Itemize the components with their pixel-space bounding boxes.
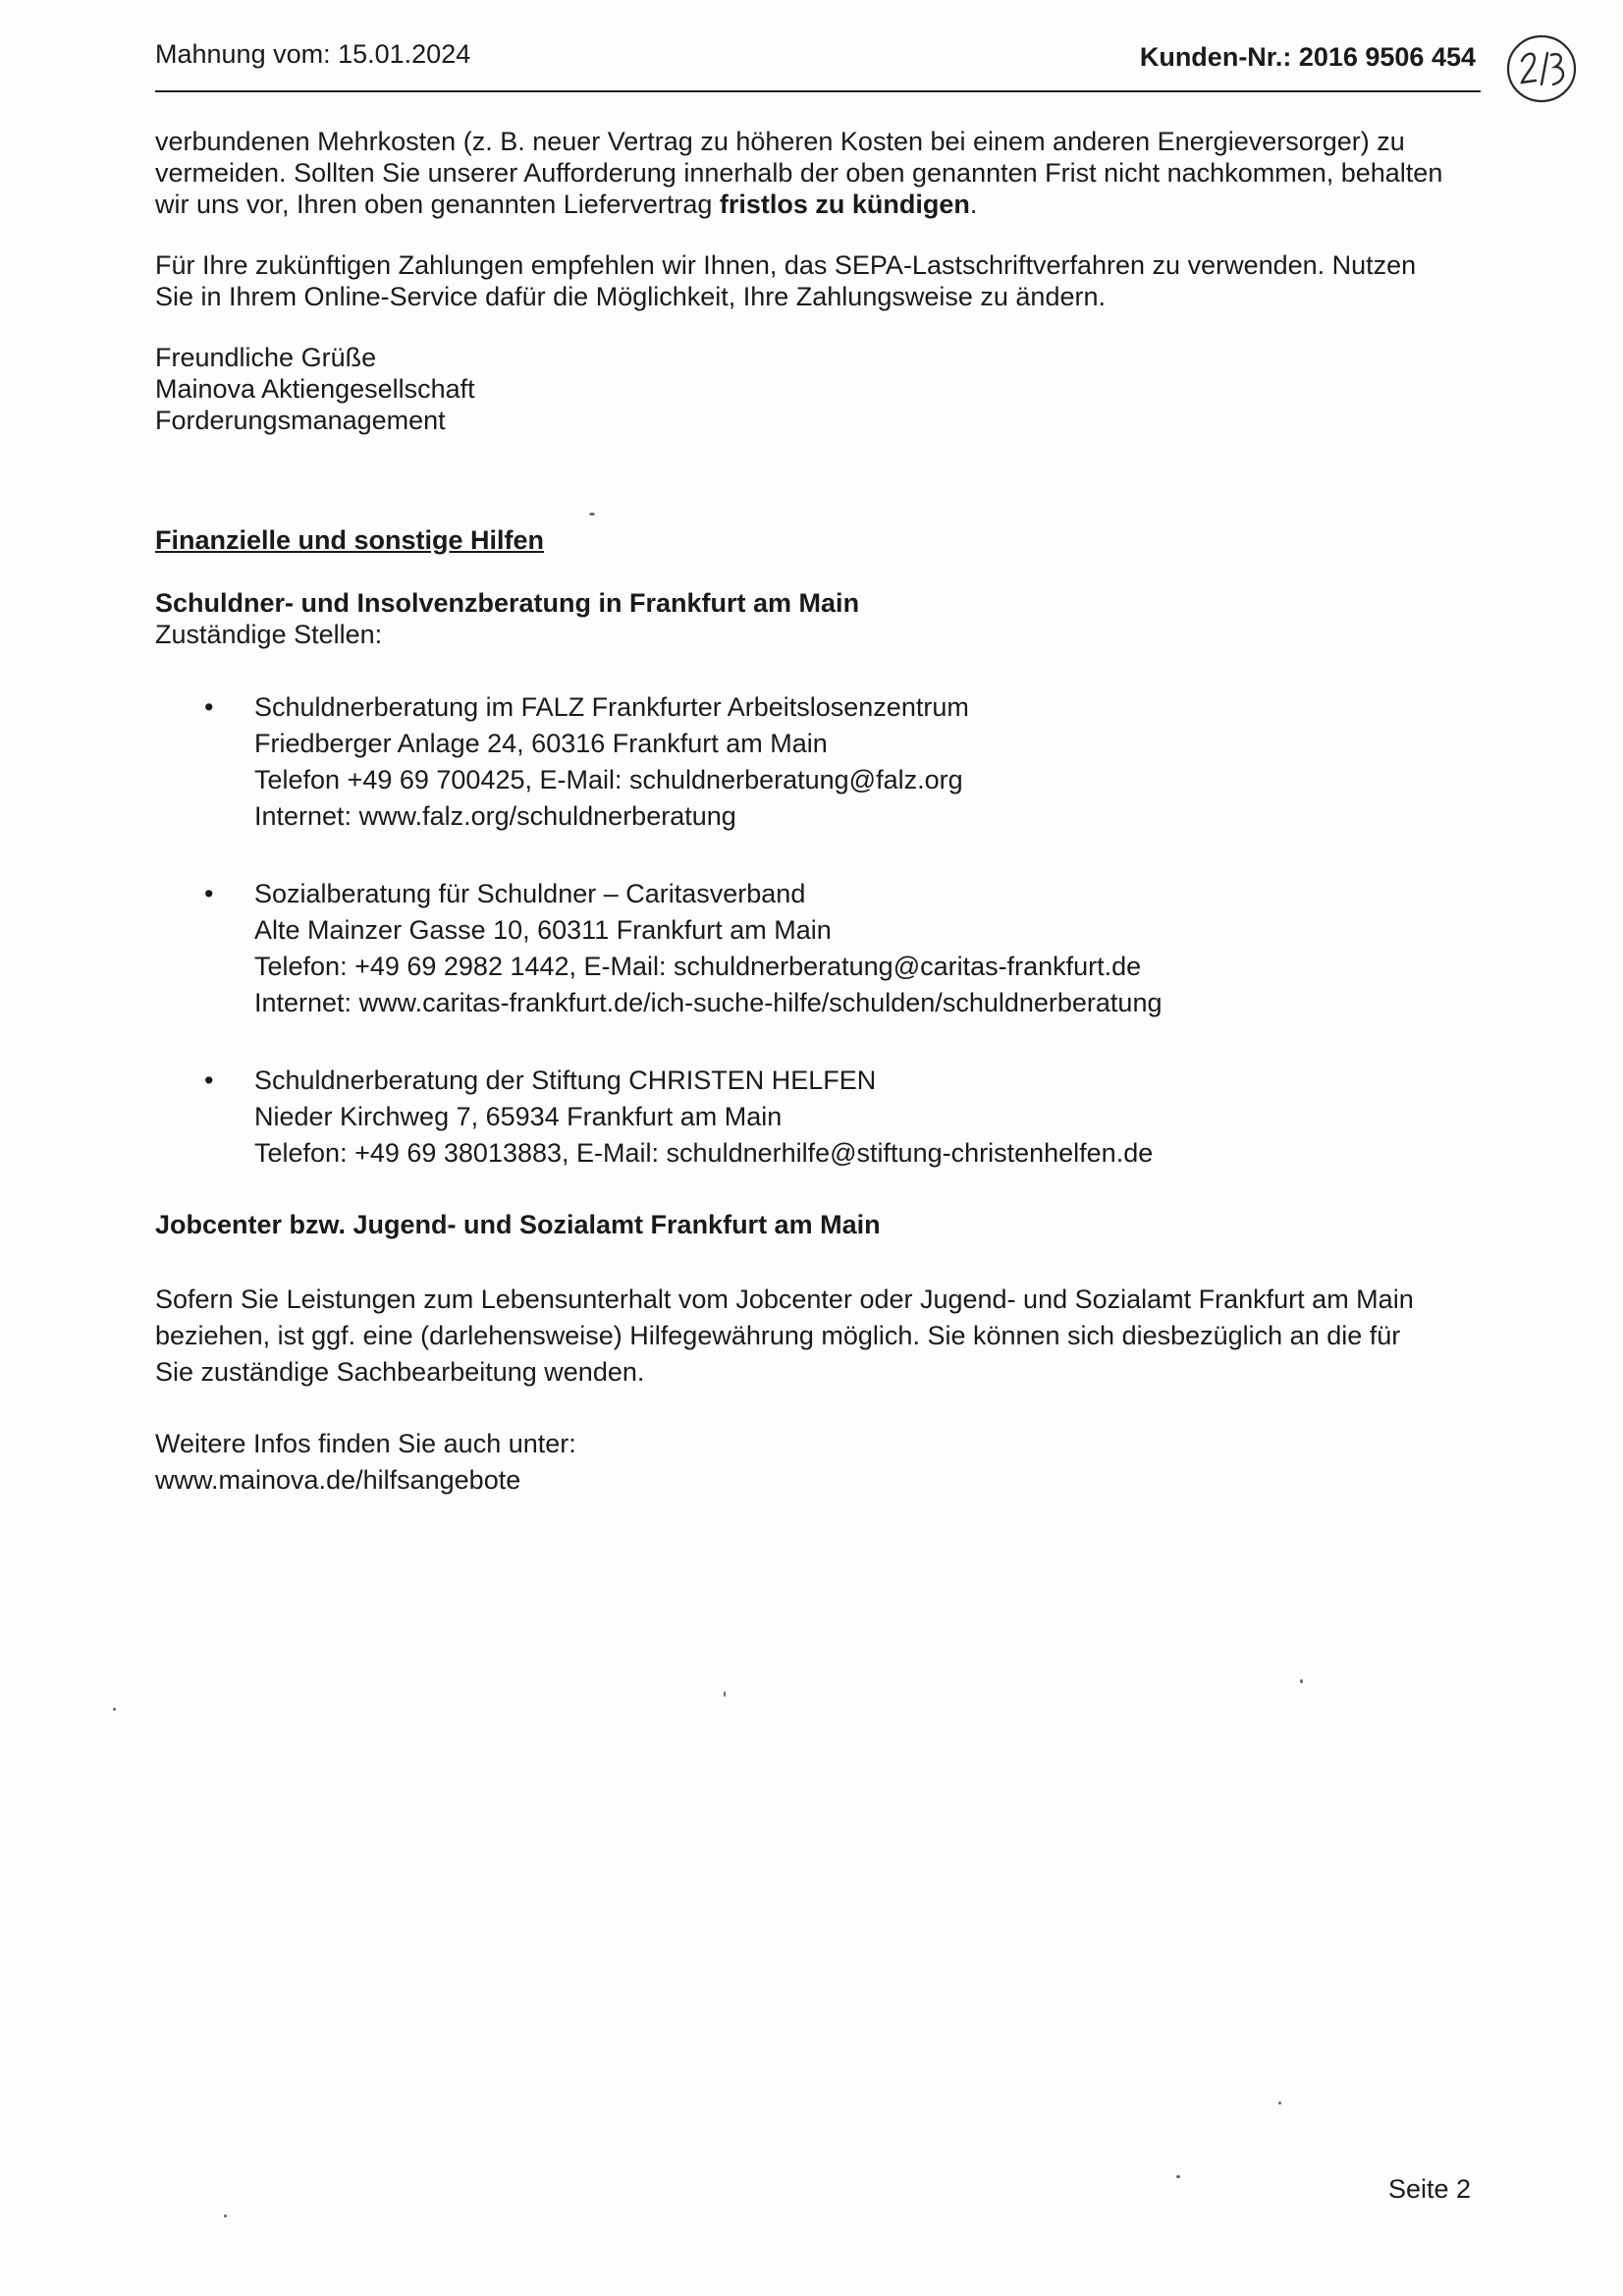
bullet: • — [204, 879, 214, 908]
scan-speck — [1278, 2102, 1281, 2105]
office-contact: Telefon +49 69 700425, E-Mail: schuldnerberatung@falz.org — [254, 765, 963, 794]
list-item — [155, 689, 1481, 835]
list-item — [155, 1063, 1481, 1172]
office-web: Internet: www.caritas-frankfurt.de/ich-suche-hilfe/schulden/schuldnerberatung — [254, 988, 1163, 1017]
more-info-url: www.mainova.de/hilfsangebote — [155, 1465, 521, 1495]
office-contact: Telefon: +49 69 2982 1442, E-Mail: schuldnerberatung@caritas-frankfurt.de — [254, 952, 1142, 981]
counseling-offices-list — [155, 689, 1481, 1172]
intro-period: . — [969, 190, 978, 219]
intro-line: vermeiden. Sollten Sie unserer Aufforderung innerhalb der oben genannten Frist nicht nachkommen, behalten — [155, 158, 1443, 188]
jobcenter-heading: Jobcenter bzw. Jugend- und Sozialamt Frankfurt am Main — [155, 1210, 881, 1239]
section-title: Finanzielle und sonstige Hilfen — [155, 525, 545, 555]
termination-emphasis: fristlos zu kündigen — [719, 190, 970, 219]
office-address: Nieder Kirchweg 7, 65934 Frankfurt am Main — [254, 1102, 783, 1131]
office-name: Schuldnerberatung der Stiftung CHRISTEN HELFEN — [254, 1066, 877, 1095]
sepa-line: Für Ihre zukünftigen Zahlungen empfehlen wir Ihnen, das SEPA-Lastschriftverfahren zu verwenden. Nutzen — [155, 250, 1417, 280]
office-address: Friedberger Anlage 24, 60316 Frankfurt am Main — [254, 729, 828, 758]
responsible-label: Zuständige Stellen: — [155, 620, 383, 649]
bullet: • — [204, 1066, 214, 1095]
debt-counseling-heading: Schuldner- und Insolvenzberatung in Frankfurt am Main — [155, 588, 860, 618]
reminder-date: Mahnung vom: 15.01.2024 — [155, 39, 471, 69]
intro-line — [155, 189, 1481, 220]
scan-speck — [589, 513, 595, 516]
scan-speck — [724, 1691, 726, 1697]
letter-body — [155, 126, 1481, 1499]
office-web: Internet: www.falz.org/schuldnerberatung — [254, 801, 736, 831]
closing-department: Forderungsmanagement — [155, 406, 446, 435]
jobcenter-text: beziehen, ist ggf. eine (darlehensweise) Hilfegewährung möglich. Sie können sich diesbezüglich an die für — [155, 1321, 1401, 1350]
header-divider — [155, 90, 1481, 92]
intro-line: verbundenen Mehrkosten (z. B. neuer Vertrag zu höheren Kosten bei einem anderen Energieversorger) zu — [155, 127, 1405, 156]
bullet: • — [204, 692, 214, 722]
handwritten-page-mark — [1504, 31, 1579, 106]
scan-speck — [1176, 2175, 1180, 2178]
page-number: Seite 2 — [1387, 2174, 1471, 2204]
office-contact: Telefon: +49 69 38013883, E-Mail: schuldnerhilfe@stiftung-christenhelfen.de — [254, 1138, 1154, 1168]
scan-speck — [113, 1708, 116, 1711]
list-item — [155, 876, 1481, 1021]
intro-text: wir uns vor, Ihren oben genannten Liefervertrag — [155, 190, 720, 219]
scan-speck — [1300, 1679, 1303, 1683]
closing-greeting: Freundliche Grüße — [155, 343, 377, 372]
customer-number: Kunden-Nr.: 2016 9506 454 — [1139, 42, 1476, 72]
sepa-line: Sie in Ihrem Online-Service dafür die Möglichkeit, Ihre Zahlungsweise zu ändern. — [155, 282, 1106, 311]
jobcenter-text: Sofern Sie Leistungen zum Lebensunterhalt vom Jobcenter oder Jugend- und Sozialamt Frankfurt am Main — [155, 1285, 1414, 1314]
office-address: Alte Mainzer Gasse 10, 60311 Frankfurt am Main — [254, 915, 832, 945]
closing-company: Mainova Aktiengesellschaft — [155, 374, 475, 404]
scan-speck — [224, 2214, 227, 2217]
jobcenter-text: Sie zuständige Sachbearbeitung wenden. — [155, 1357, 645, 1387]
office-name: Sozialberatung für Schuldner – Caritasverband — [254, 879, 806, 908]
more-info-label: Weitere Infos finden Sie auch unter: — [155, 1429, 576, 1458]
office-name: Schuldnerberatung im FALZ Frankfurter Arbeitslosenzentrum — [254, 692, 969, 722]
